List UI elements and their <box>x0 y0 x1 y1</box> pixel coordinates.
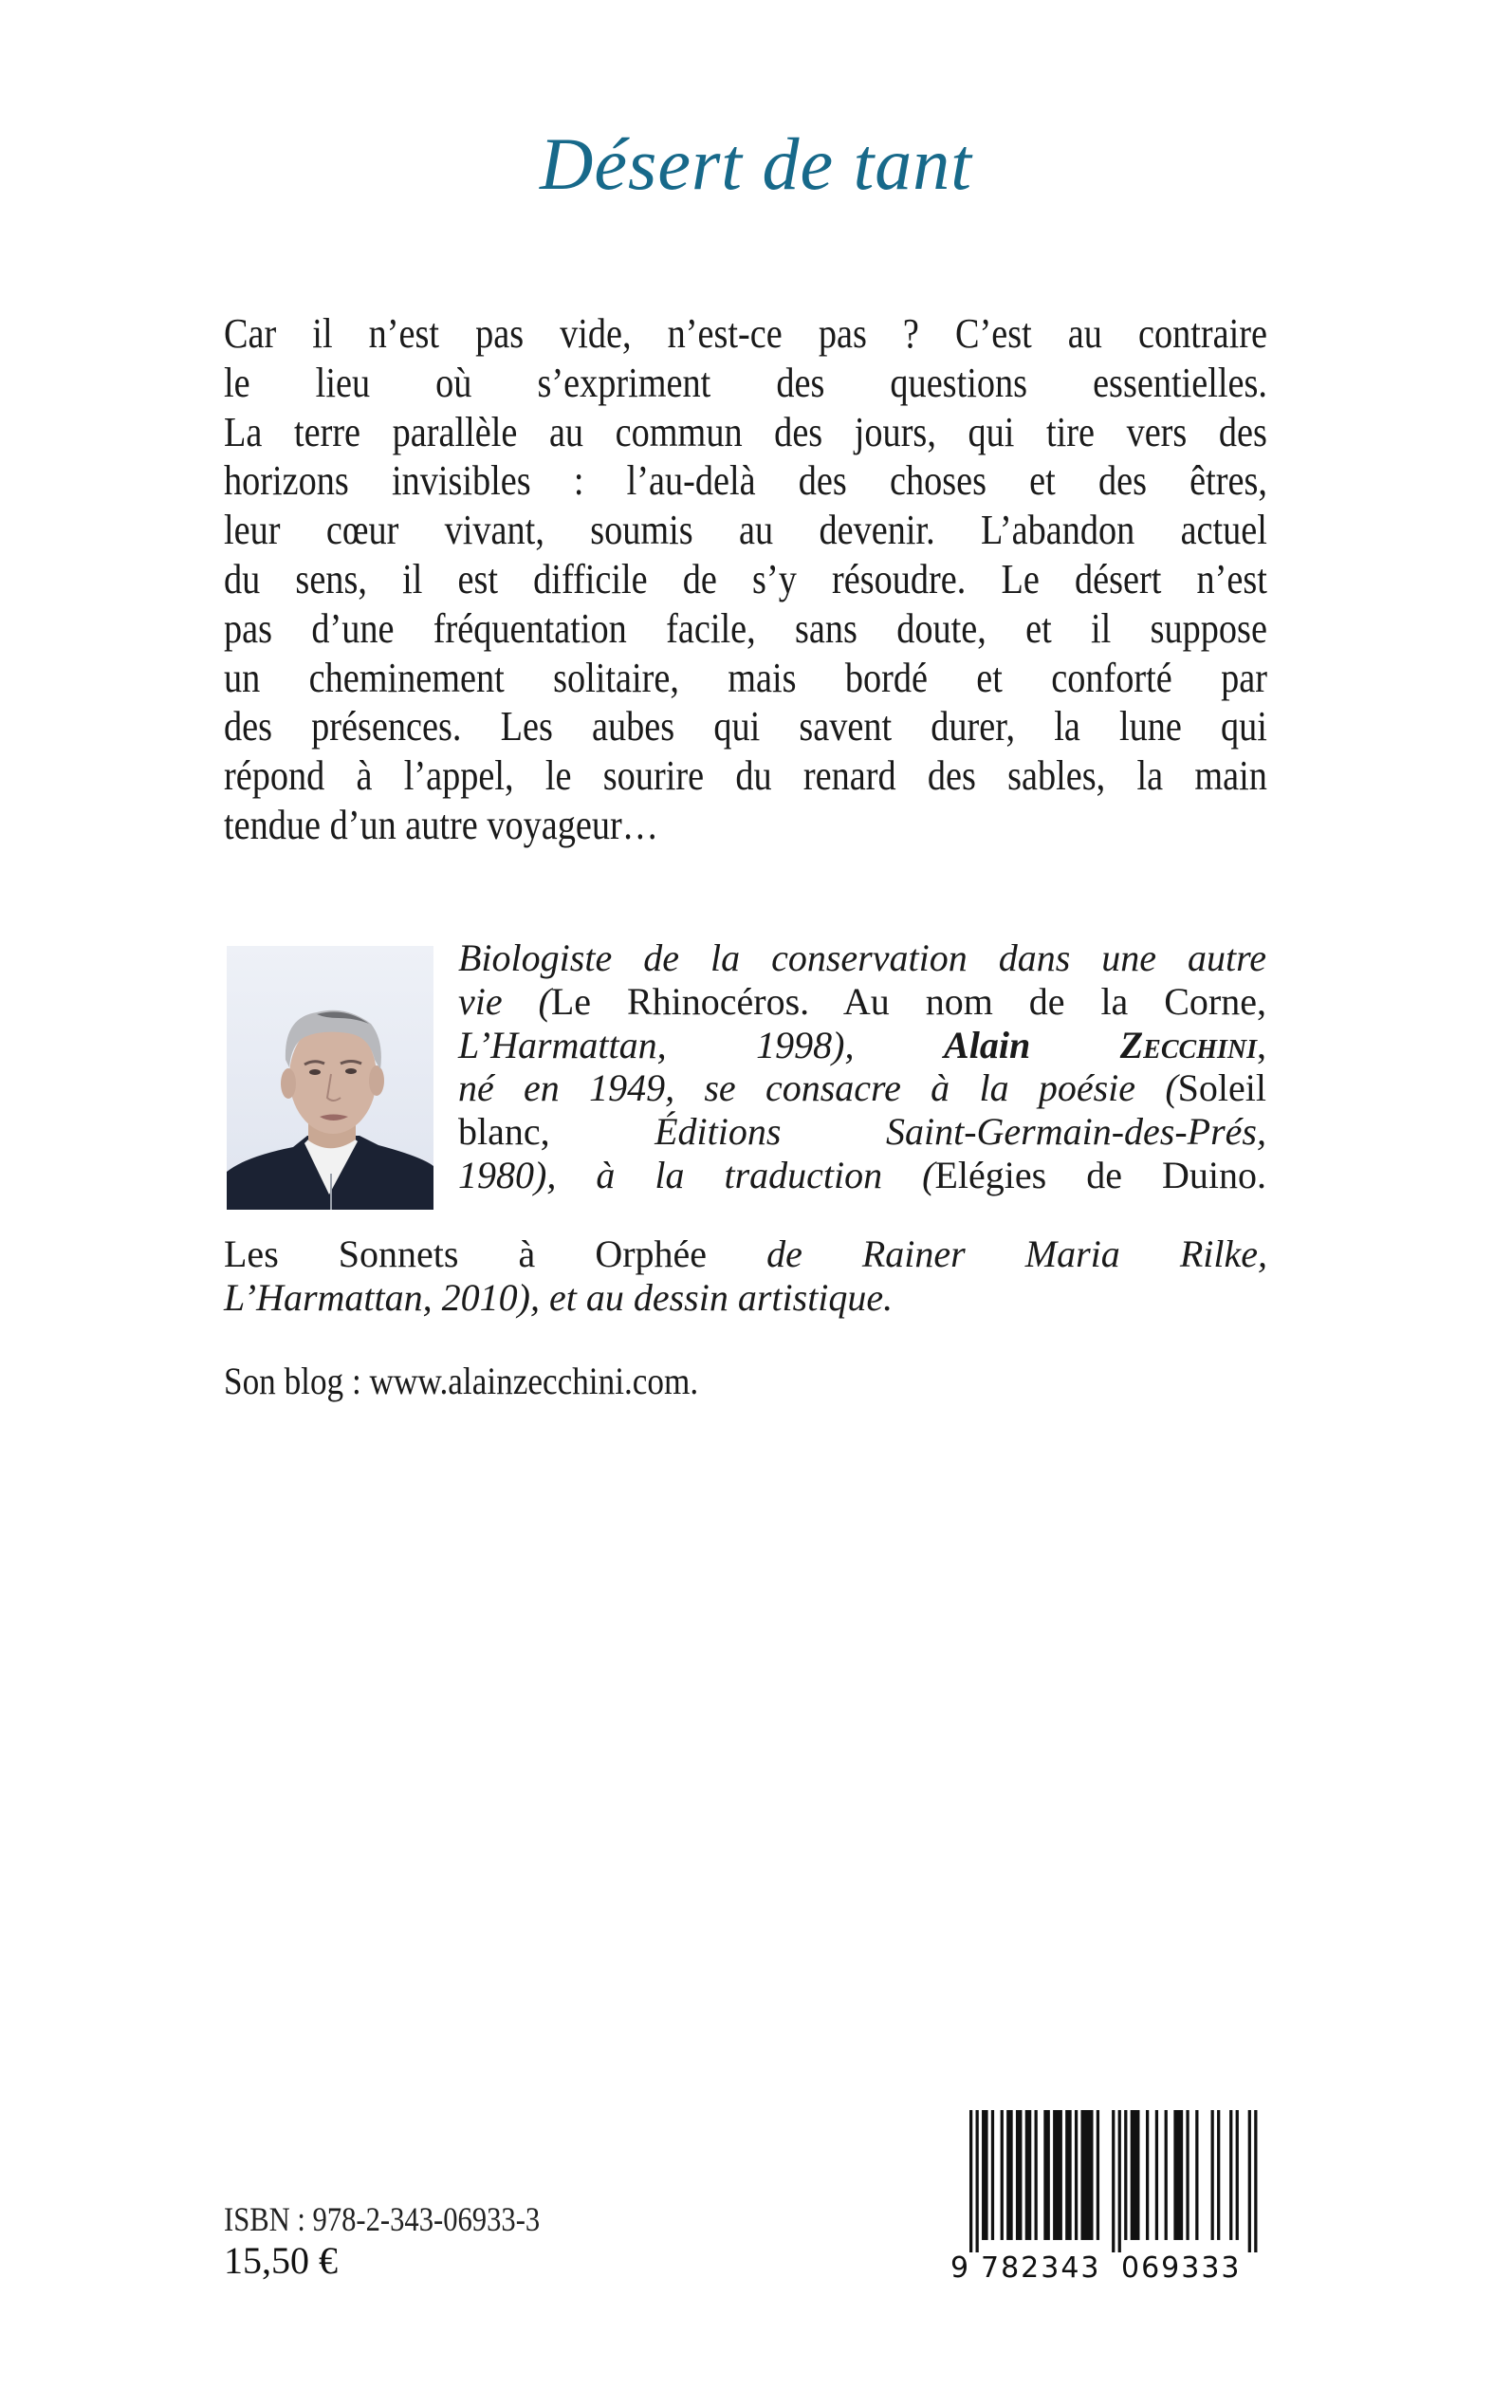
author-bio <box>458 936 1266 1197</box>
bio-line: vie (Le Rhinocéros. Au nom de la Corne, <box>458 979 1266 1023</box>
author-blog: Son blog : www.alainzecchini.com. <box>224 1360 699 1402</box>
barcode-digits: 9 782343 069333 <box>950 2251 1242 2285</box>
blurb-line: horizons invisibles : l’au-delà des choses et des êtres, <box>224 456 1267 505</box>
bio-line: né en 1949, se consacre à la poésie (Soleil <box>458 1066 1266 1110</box>
blurb-line: La terre parallèle au commun des jours, qui tire vers des <box>224 407 1267 455</box>
book-title: Désert de tant <box>540 122 972 205</box>
blurb-line: le lieu où s’expriment des questions essentielles. <box>224 358 1267 406</box>
bio-line: Les Sonnets à Orphée de Rainer Maria Rilke, <box>224 1232 1267 1275</box>
ean-barcode <box>950 2102 1273 2283</box>
author-bio-continued <box>224 1232 1267 1320</box>
portrait-illustration <box>227 946 433 1210</box>
blurb-line: tendue d’un autre voyageur… <box>224 800 659 848</box>
bio-line: L’Harmattan, 1998), Alain Zecchini, <box>458 1023 1267 1066</box>
author-name: Alain Zecchini <box>944 1023 1258 1066</box>
blurb-line: des présences. Les aubes qui savent durer, la lune qui <box>224 702 1267 750</box>
bio-line: 1980), à la traduction (Elégies de Duino. <box>458 1153 1266 1196</box>
blurb-line: pas d’une fréquentation facile, sans doute, et il suppose <box>224 603 1267 652</box>
bio-line: L’Harmattan, 2010), et au dessin artistique. <box>224 1275 894 1319</box>
blurb-line: Car il n’est pas vide, n’est-ce pas ? C’est au contraire <box>224 309 1267 357</box>
author-photo <box>227 946 433 1210</box>
blurb-line: du sens, il est difficile de s’y résoudre. Le désert n’est <box>224 554 1267 602</box>
blurb-line: leur cœur vivant, soumis au devenir. L’abandon actuel <box>224 506 1267 554</box>
blurb-line: un cheminement solitaire, mais bordé et conforté par <box>224 653 1267 701</box>
blurb-text <box>224 309 1267 850</box>
bio-line: Biologiste de la conservation dans une autre <box>458 936 1266 979</box>
barcode-bars-icon <box>969 2110 1263 2252</box>
isbn: ISBN : 978-2-343-06933-3 <box>224 2200 541 2238</box>
blurb-line: répond à l’appel, le sourire du renard des sables, la main <box>224 751 1267 800</box>
bio-line: blanc, Éditions Saint-Germain-des-Prés, <box>458 1110 1266 1154</box>
price: 15,50 € <box>224 2239 338 2282</box>
